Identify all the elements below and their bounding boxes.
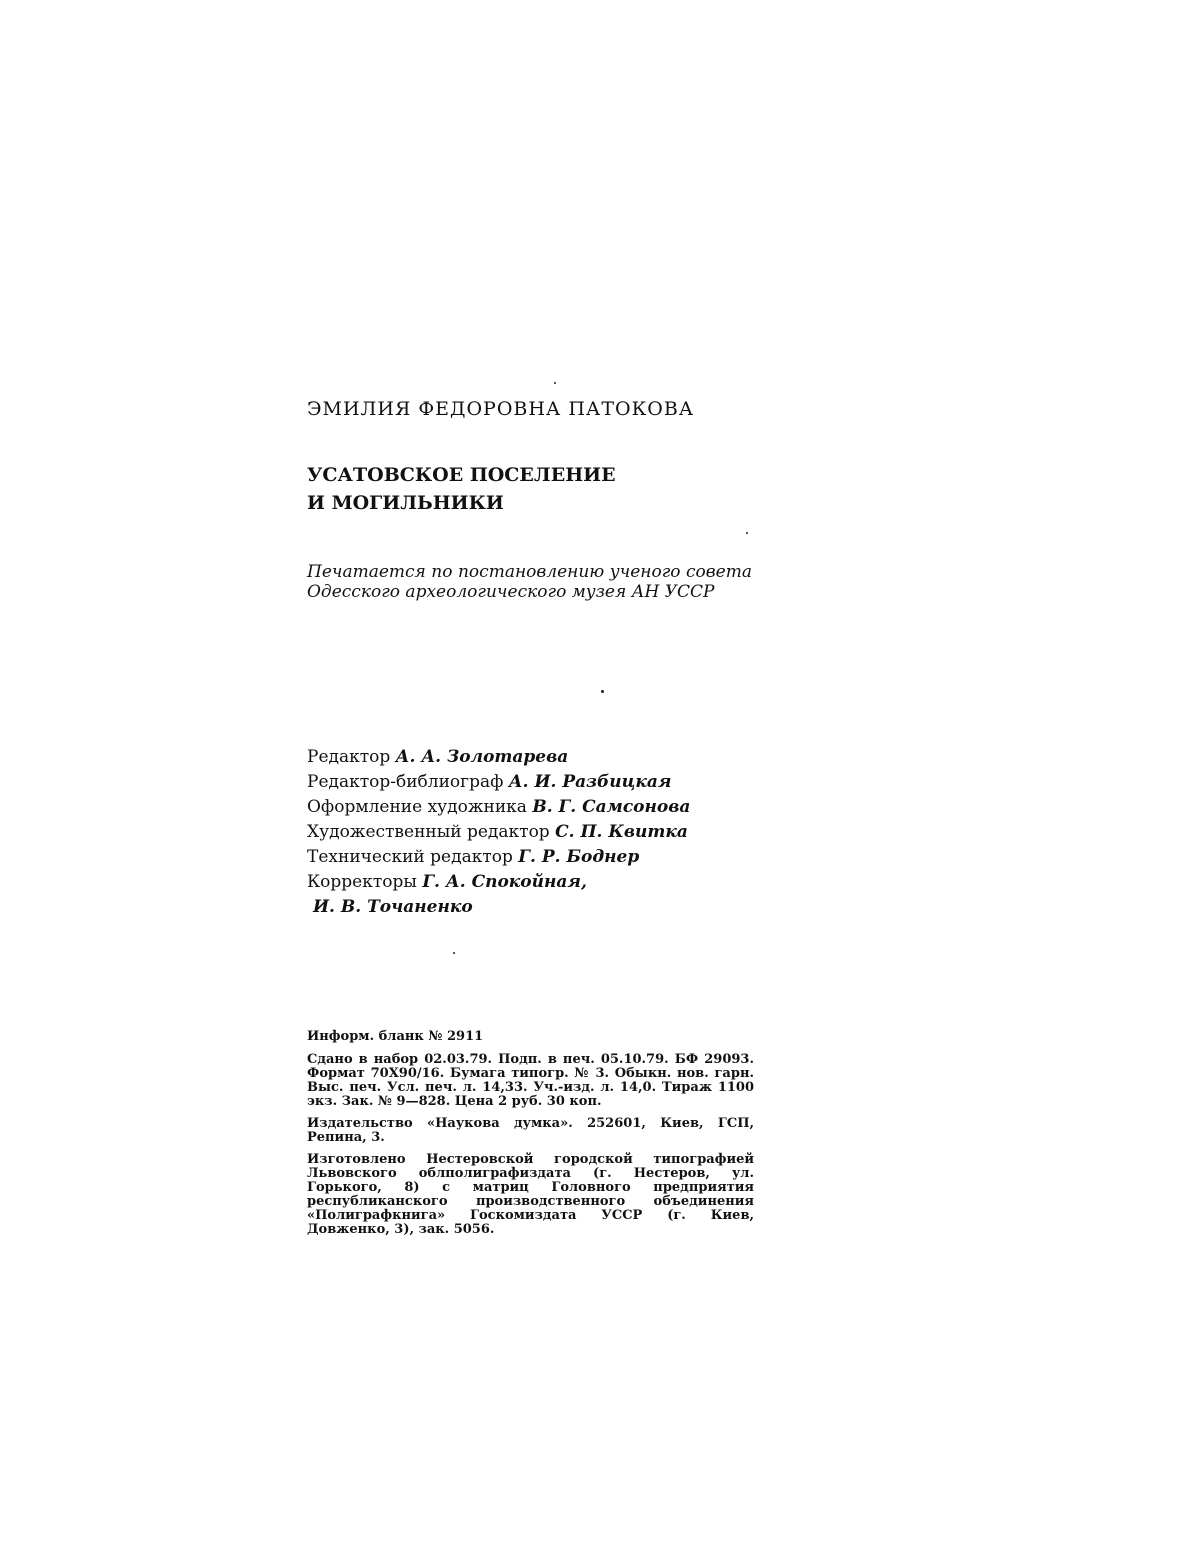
credit-name: Г. Р. Боднер bbox=[518, 847, 640, 867]
credit-name: В. Г. Самсонова bbox=[532, 797, 691, 817]
credit-role: Оформление художника bbox=[307, 797, 527, 817]
credit-name: И. В. Точаненко bbox=[313, 897, 473, 917]
credit-role: Корректоры bbox=[307, 872, 417, 892]
credit-row bbox=[307, 795, 690, 820]
credit-name: А. А. Золотарева bbox=[395, 747, 569, 767]
credit-row bbox=[307, 845, 690, 870]
scan-speck bbox=[453, 952, 455, 954]
credit-role: Редактор bbox=[307, 747, 391, 767]
credit-row bbox=[307, 745, 690, 770]
credit-name: А. И. Разбицкая bbox=[508, 772, 672, 792]
scan-speck bbox=[746, 532, 748, 534]
credit-name: Г. А. Спокойная, bbox=[422, 872, 587, 892]
book-title bbox=[307, 461, 616, 517]
production-details: Сдано в набор 02.03.79. Подп. в печ. 05.10.79. БФ 29093. Формат 70Х90/16. Бумага типогр. № 3. Обыкн. нов. гарн. Выс. печ. Усл. печ. л. 14,33. Уч.-изд. л. 14,0. Тираж 1100 экз. Зак. № 9—828. Цена 2 руб. 30 коп. bbox=[307, 1052, 754, 1109]
credits-list bbox=[307, 745, 690, 920]
book-title-line-2: И МОГИЛЬНИКИ bbox=[307, 492, 504, 514]
credit-role: Редактор-библиограф bbox=[307, 772, 504, 792]
author-name: ЭМИЛИЯ ФЕДОРОВНА ПАТОКОВА bbox=[307, 398, 695, 420]
credit-row bbox=[307, 770, 690, 795]
scan-speck bbox=[601, 690, 604, 693]
book-title-line-1: УСАТОВСКОЕ ПОСЕЛЕНИЕ bbox=[307, 464, 616, 486]
info-blank: Информ. бланк № 2911 bbox=[307, 1029, 484, 1044]
credit-row bbox=[307, 870, 690, 895]
printer-details: Изготовлено Нестеровской городской типографией Львовского облполиграфиздата (г. Нестеров, ул. Горького, 8) с матриц Головного предприятия республиканского производственного объединения «Полиграфкнига» Госкомиздата УССР (г. Киев, Довженко, 3), зак. 5056. bbox=[307, 1152, 754, 1237]
credit-row bbox=[307, 895, 690, 920]
credit-name: С. П. Квитка bbox=[555, 822, 688, 842]
publication-note: Печатается по постановлению ученого совета Одесского археологического музея АН УССР bbox=[307, 562, 752, 602]
credit-role: Художественный редактор bbox=[307, 822, 550, 842]
publisher-address: Издательство «Наукова думка». 252601, Киев, ГСП, Репина, 3. bbox=[307, 1116, 754, 1145]
imprint-block bbox=[307, 1030, 754, 1245]
scan-speck bbox=[554, 382, 556, 384]
credit-role: Технический редактор bbox=[307, 847, 513, 867]
credit-row bbox=[307, 820, 690, 845]
